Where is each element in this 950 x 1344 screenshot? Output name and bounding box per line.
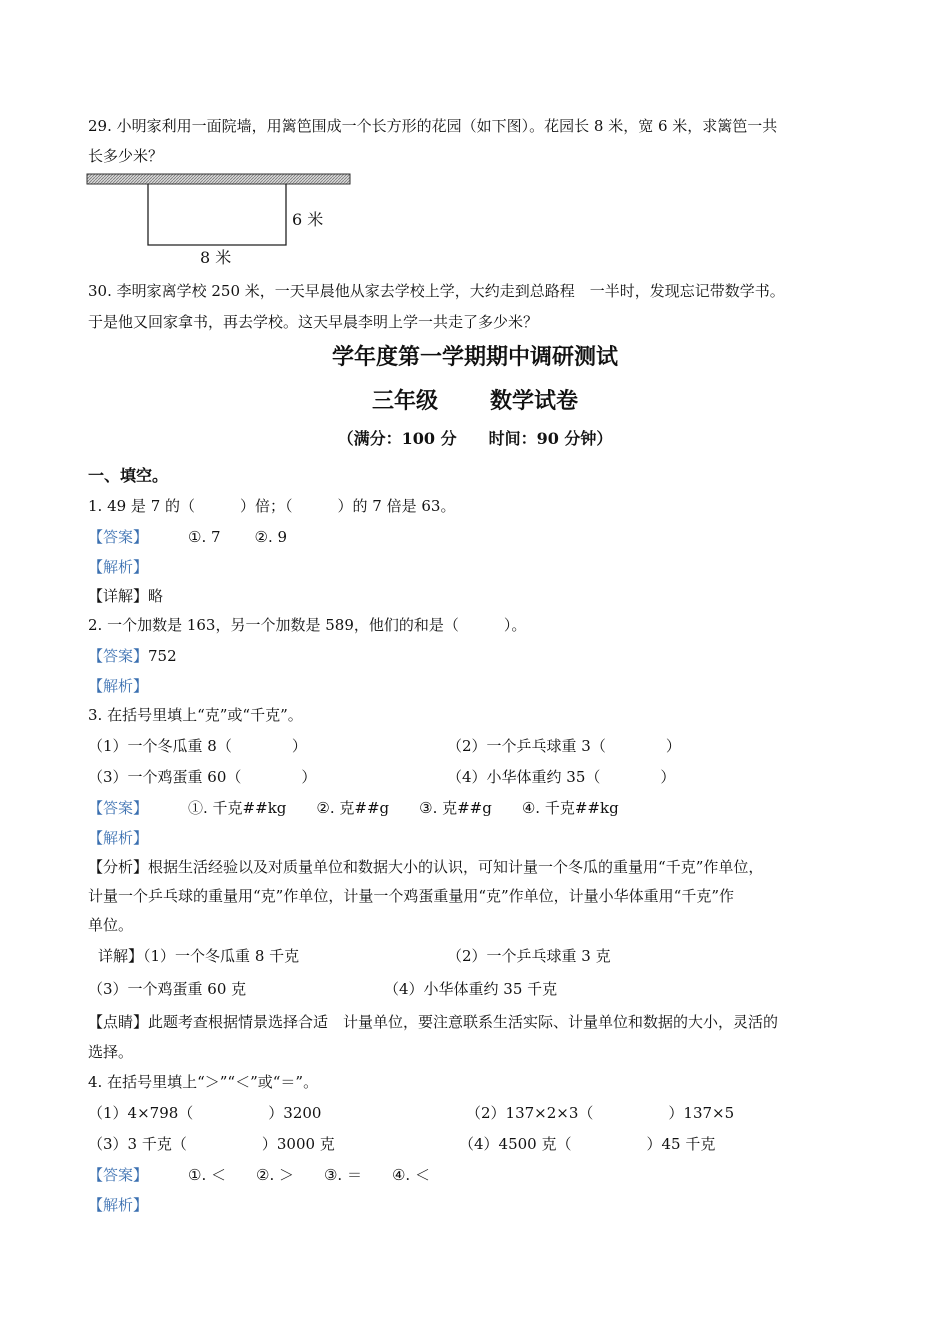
p4-sub-3: （3）3 千克（ ）3000 克: [88, 1135, 335, 1153]
p1-detail-text: 略: [148, 587, 164, 605]
answer-label: 【答案】: [88, 1166, 149, 1184]
answer-label: 【答案】: [88, 528, 149, 546]
p1-detail-row: [88, 586, 163, 606]
p2-analysis-label: 【解析】: [88, 677, 149, 695]
answer-label: 【答案】: [88, 799, 149, 817]
p4-answer-2: ②. ＞: [256, 1166, 294, 1184]
courtyard-wall: [87, 174, 350, 184]
p3-detail-row-1: [98, 946, 299, 966]
p1-answer-2: ②. 9: [254, 528, 288, 546]
p3-detail-2: （2）一个乒乓球重 3 克: [447, 947, 611, 965]
p3-detail-1: （1）一个冬瓜重 8 千克: [143, 947, 300, 965]
p1-question: 1. 49 是 7 的（ ）倍；（ ）的 7 倍是 63。: [88, 497, 456, 515]
p3-sub-2: （2）一个乒乓球重 3（ ）: [447, 737, 681, 755]
detail-label: 【详解】: [88, 587, 149, 605]
p3-fenxi-line3: 单位。: [88, 916, 134, 934]
p4-analysis-label: 【解析】: [88, 1196, 149, 1214]
fence-outline: [148, 184, 286, 245]
p1-answer-1: ①. 7: [188, 528, 221, 546]
dianjing-label: 【点睛】: [88, 1013, 149, 1031]
p4-question: 4. 在括号里填上“＞”“＜”或“＝”。: [88, 1073, 319, 1091]
p3-dianjing-line2: 选择。: [88, 1043, 134, 1061]
exam-grade-subject: [0, 386, 950, 416]
q30-line1: 30. 李明家离学校 250 米，一天早晨他从家去学校上学，大约走到总路程 一半时，发现忘记带数学书。: [88, 282, 785, 300]
answer-label: 【答案】: [88, 647, 149, 665]
p3-sub-4: （4）小华体重约 35（ ）: [447, 768, 676, 786]
p3-answer-2: ②. 克##g: [316, 799, 390, 817]
p3-dianjing-text: 此题考查根据情景选择合适 计量单位，要注意联系生活实际、计量单位和数据的大小，灵活的: [148, 1013, 779, 1031]
section-heading: 一、填空。: [88, 466, 169, 485]
p3-answer-row: [88, 798, 619, 818]
p3-fenxi-line2: 计量一个乒乓球的重量用“克”作单位，计量一个鸡蛋重量用“克”作单位，计量小华体重用“千克”作: [88, 887, 735, 905]
p4-sub-1: （1）4×798（ ）3200: [88, 1104, 322, 1122]
p3-detail-3: （3）一个鸡蛋重 60 克: [88, 980, 247, 998]
p2-answer: 752: [148, 647, 177, 665]
p3-fenxi-text: 根据生活经验以及对质量单位和数据大小的认识，可知计量一个冬瓜的重量用“千克”作单位，: [148, 858, 764, 876]
p3-sub-3: （3）一个鸡蛋重 60（ ）: [88, 768, 317, 786]
p3-question: 3. 在括号里填上“克”或“千克”。: [88, 706, 303, 724]
p1-analysis-label: 【解析】: [88, 558, 149, 576]
length-label: 8 米: [200, 248, 232, 267]
p4-answer-row: [88, 1165, 430, 1185]
q30-line2: 于是他又回家拿书，再去学校。这天早晨李明上学一共走了多少米？: [88, 313, 539, 331]
p3-sub-1: （1）一个冬瓜重 8（ ）: [88, 737, 307, 755]
p3-dianjing-line1: [88, 1012, 778, 1032]
p3-answer-4: ④. 千克##kg: [521, 799, 619, 817]
exam-grade: 三年级: [371, 388, 438, 414]
p4-answer-1: ①. ＜: [188, 1166, 226, 1184]
exam-subject: 数学试卷: [490, 388, 579, 414]
p2-question: 2. 一个加数是 163，另一个加数是 589，他们的和是（ ）。: [88, 616, 527, 634]
p4-sub-4: （4）4500 克（ ）45 千克: [459, 1135, 716, 1153]
p3-detail-prefix: 详解】: [98, 947, 144, 965]
q29-line2: 长多少米？: [88, 147, 164, 165]
exam-meta: （满分：100 分 时间：90 分钟）: [337, 429, 613, 448]
p4-answer-3: ③. ＝: [323, 1166, 362, 1184]
p3-answer-3: ③. 克##g: [419, 799, 492, 817]
width-label: 6 米: [292, 210, 324, 229]
exam-title: 学年度第一学期期中调研测试: [331, 344, 618, 370]
fenxi-label: 【分析】: [88, 858, 149, 876]
p4-sub-2: （2）137×2×3（ ）137×5: [466, 1104, 735, 1122]
q29-line1: 29. 小明家利用一面院墙，用篱笆围成一个长方形的花园（如下图）。花园长 8 米，宽 6 米，求篱笆一共: [88, 117, 778, 135]
p3-fenxi-line1: [88, 857, 763, 877]
p3-analysis-label: 【解析】: [88, 829, 149, 847]
p3-detail-4: （4）小华体重约 35 千克: [384, 980, 558, 998]
p4-answer-4: ④. ＜: [391, 1166, 430, 1184]
p1-answer-row: [88, 527, 287, 547]
p2-answer-row: [88, 646, 177, 666]
p3-answer-1: ①. 千克##kg: [188, 799, 287, 817]
